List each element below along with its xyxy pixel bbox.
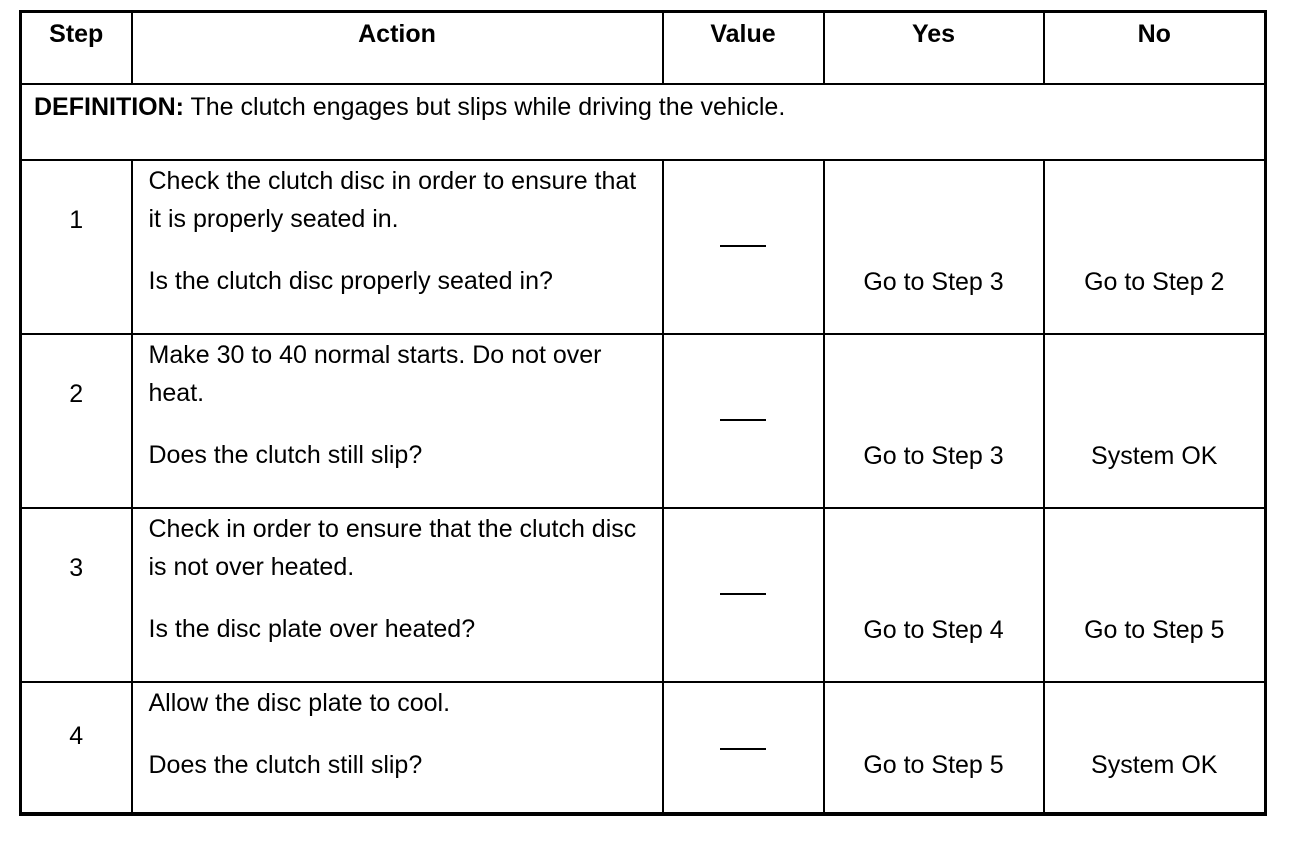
action-text: Check in order to ensure that the clutch disc is not over heated. [148, 515, 637, 581]
yes-cell [824, 334, 1044, 508]
no-outcome: System OK [1091, 751, 1218, 779]
no-outcome: Go to Step 2 [1084, 268, 1225, 296]
header-action: Action [132, 12, 663, 85]
step-cell [21, 160, 132, 334]
value-cell [663, 508, 824, 682]
action-text: Make 30 to 40 normal starts. Do not over heat. [148, 341, 602, 407]
table-row [21, 508, 1266, 682]
action-question: Does the clutch still slip? [148, 751, 423, 779]
value-dash [720, 419, 766, 421]
definition-label: DEFINITION: [34, 93, 184, 121]
no-outcome: Go to Step 5 [1084, 616, 1225, 644]
step-number: 2 [69, 380, 84, 408]
yes-cell [824, 682, 1044, 814]
yes-outcome: Go to Step 5 [863, 751, 1004, 779]
action-cell [132, 334, 663, 508]
definition-cell [21, 84, 1266, 160]
action-text: Allow the disc plate to cool. [148, 689, 451, 717]
step-cell [21, 682, 132, 814]
yes-cell [824, 508, 1044, 682]
header-row [21, 12, 1266, 85]
no-cell [1044, 160, 1266, 334]
header-no: No [1044, 12, 1266, 85]
value-dash [720, 748, 766, 750]
action-cell [132, 682, 663, 814]
action-question: Does the clutch still slip? [148, 441, 423, 469]
table-row [21, 334, 1266, 508]
no-cell [1044, 334, 1266, 508]
action-question: Is the clutch disc properly seated in? [148, 267, 553, 295]
step-cell [21, 508, 132, 682]
header-step: Step [21, 12, 132, 85]
action-cell [132, 508, 663, 682]
definition-row [21, 84, 1266, 160]
table-row [21, 160, 1266, 334]
header-value: Value [663, 12, 824, 85]
value-dash [720, 593, 766, 595]
yes-cell [824, 160, 1044, 334]
step-cell [21, 334, 132, 508]
definition-text: The clutch engages but slips while driving the vehicle. [184, 93, 786, 121]
yes-outcome: Go to Step 4 [863, 616, 1004, 644]
action-text: Check the clutch disc in order to ensure that it is properly seated in. [148, 167, 637, 233]
step-number: 4 [69, 722, 84, 750]
value-dash [720, 245, 766, 247]
yes-outcome: Go to Step 3 [863, 442, 1004, 470]
no-cell [1044, 508, 1266, 682]
table-row [21, 682, 1266, 814]
header-yes: Yes [824, 12, 1044, 85]
value-cell [663, 160, 824, 334]
no-cell [1044, 682, 1266, 814]
step-number: 1 [69, 206, 84, 234]
value-cell [663, 682, 824, 814]
action-question: Is the disc plate over heated? [148, 615, 476, 643]
no-outcome: System OK [1091, 442, 1218, 470]
value-cell [663, 334, 824, 508]
step-number: 3 [69, 554, 84, 582]
diagnostic-table [19, 10, 1267, 816]
yes-outcome: Go to Step 3 [863, 268, 1004, 296]
action-cell [132, 160, 663, 334]
